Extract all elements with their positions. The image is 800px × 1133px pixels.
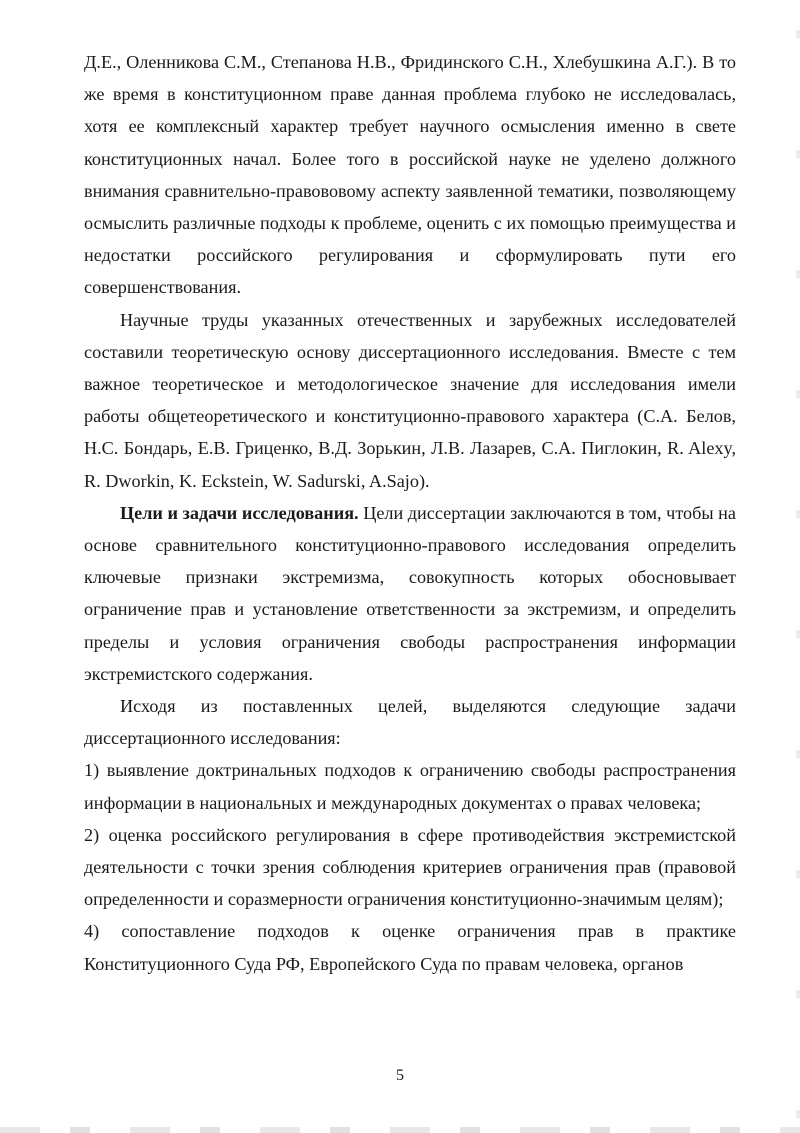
paragraph-2 [84, 304, 736, 497]
body-text [84, 46, 736, 980]
scan-edge-bottom [0, 1127, 800, 1133]
task-item-1 [84, 754, 736, 818]
task-item-2-text: 2) оценка российского регулирования в сфере противодействия экстремистской деятельности с точки зрения соблюдения критериев ограничения прав (правовой определенности и соразмерности ограничения конституционно-значимым целям); [84, 824, 736, 910]
paragraph-goals-text: Цели диссертации заключаются в том, чтобы на основе сравнительного конституционно-правового исследования определить ключевые признаки экстремизма, совокупность которых обосновывает ограничение прав и установление ответственности за экстремизм, и определить пределы и условия ограничения свободы распространения информации экстремистского содержания. [84, 502, 736, 684]
paragraph-tasks-intro-text: Исходя из поставленных целей, выделяются следующие задачи диссертационного исследования: [84, 696, 736, 749]
task-item-2 [84, 819, 736, 916]
paragraph-2-text: Научные труды указанных отечественных и зарубежных исследователей составили теоретическую основу диссертационного исследования. Вместе с тем важное теоретическое и методологическое значение для исследования имели работы общетеоретического и конституционно-правового характера (С.А. Белов, Н.С. Бондарь, Е.В. Гриценко, В.Д. Зорькин, Л.В. Лазарев, С.А. Пиглокин, R. Alexy, R. Dworkin, K. Eckstein, W. Sadurski, A.Sajo). [84, 309, 736, 491]
task-item-1-text: 1) выявление доктринальных подходов к ограничению свободы распространения информации в национальных и международных документах о правах человека; [84, 760, 736, 813]
page-number: 5 [396, 1067, 404, 1084]
paragraph-tasks-intro [84, 690, 736, 754]
section-heading-goals: Цели и задачи исследования. [120, 502, 359, 523]
paragraph-1 [84, 46, 736, 304]
paragraph-goals [84, 497, 736, 690]
scan-edge-right [796, 0, 800, 1133]
task-item-4-text: 4) сопоставление подходов к оценке ограничения прав в практике Конституционного Суда РФ, Европейского Суда по правам человека, органов [84, 921, 736, 974]
task-item-4 [84, 915, 736, 979]
paragraph-1-text: Д.Е., Оленникова С.М., Степанова Н.В., Фридинского С.Н., Хлебушкина А.Г.). В то же время в конституционном праве данная проблема глубоко не исследовалась, хотя ее комплексный характер требует научного осмысления именно в свете конституционных начал. Более того в российской науке не уделено должного внимания сравнительно-правововому аспекту заявленной тематики, позволяющему осмыслить различные подходы к проблеме, оценить с их помощью преимущества и недостатки российского регулирования и сформулировать пути его совершенствования. [84, 52, 736, 298]
